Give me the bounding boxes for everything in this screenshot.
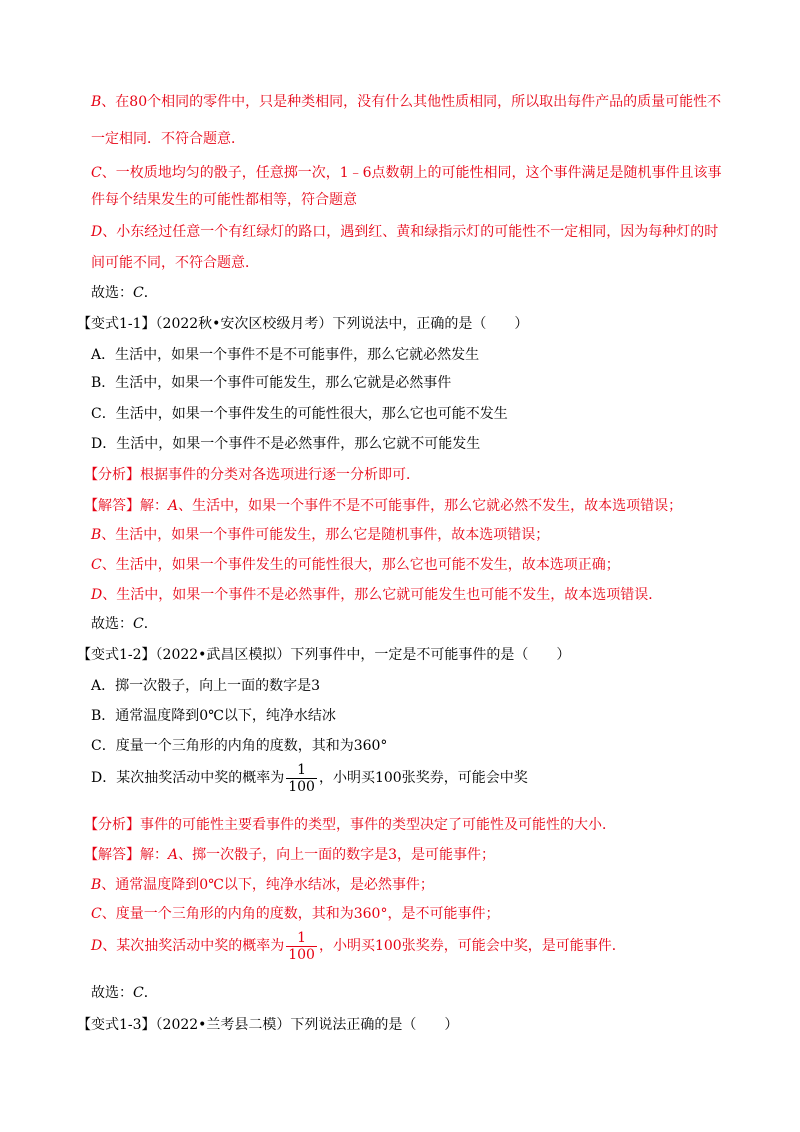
answer-letter: C [133, 285, 144, 301]
option-a: A．生活中，如果一个事件不是不可能事件，那么它就必然发生 [91, 347, 480, 363]
solution-text: 一定相同．不符合题意． [91, 131, 245, 147]
solution-line-d [91, 222, 718, 242]
option-b: B．通常温度降到0℃以下，纯净水结冰 [91, 708, 336, 724]
fraction-numerator: 1 [297, 761, 307, 778]
solution-text: 、掷一次骰子，向上一面的数字是3，是可能事件； [178, 847, 496, 863]
answer-suffix: ． [143, 616, 158, 632]
option-letter: B [91, 527, 102, 543]
solution-line-c [91, 163, 722, 183]
option-letter: A [168, 498, 179, 514]
solution-line-c [91, 555, 620, 575]
solution-prefix: 【解答】解： [84, 847, 168, 863]
analysis-line: 【分析】根据事件的分类对各选项进行逐一分析即可． [84, 467, 420, 483]
option-letter: C [91, 165, 102, 181]
fraction [286, 930, 317, 963]
answer-suffix: ． [143, 285, 158, 301]
option-d-text: ，小明买100张奖券，可能会中奖 [318, 770, 528, 786]
option-letter: B [91, 877, 102, 893]
analysis-line: 【分析】事件的可能性主要看事件的类型，事件的类型决定了可能性及可能性的大小． [84, 817, 616, 833]
solution-text: 、小东经过任意一个有红绿灯的路口，遇到红、黄和绿指示灯的可能性不一定相同，因为每种灯的时 [102, 224, 719, 240]
option-letter: A [168, 847, 179, 863]
solution-text: 、通常温度降到0℃以下，纯净水结冰，是必然事件； [101, 877, 434, 893]
solution-line-a [84, 845, 495, 865]
solution-text: 、生活中，如果一个事件不是必然事件，那么它就可能发生也可能不发生，故本选项错误． [102, 587, 663, 603]
solution-text: 、在80个相同的零件中，只是种类相同，没有什么其他性质相同，所以取出每件产品的质量可能性不 [101, 94, 722, 110]
question-title-1-1: 【变式1-1】（2022秋•安次区校级月考）下列说法中，正确的是（ ） [77, 316, 529, 332]
solution-text: 、生活中，如果一个事件不是不可能事件，那么它就必然不发生，故本选项错误； [178, 498, 683, 514]
option-letter: C [91, 557, 102, 573]
answer-line [91, 283, 158, 303]
answer-letter: C [133, 616, 144, 632]
option-letter: D [91, 224, 103, 240]
answer-prefix: 故选： [91, 985, 133, 1001]
solution-line-b [91, 92, 721, 112]
solution-text: 件每个结果发生的可能性都相等，符合题意 [91, 192, 357, 208]
solution-text: 、度量一个三角形的内角的度数，其和为360°，是不可能事件； [101, 906, 500, 922]
fraction-numerator: 1 [297, 929, 307, 946]
option-letter: C [91, 906, 102, 922]
answer-letter: C [133, 985, 144, 1001]
solution-line-c-cont [91, 190, 357, 210]
solution-line-b [91, 525, 549, 545]
option-letter: B [91, 94, 102, 110]
question-title-1-3: 【变式1-3】（2022•兰考县二模）下列说法正确的是（ ） [77, 1017, 459, 1033]
option-d: D．生活中，如果一个事件不是必然事件，那么它就不可能发生 [91, 436, 481, 452]
answer-prefix: 故选： [91, 285, 133, 301]
solution-line-c [91, 904, 499, 924]
option-a: A．掷一次骰子，向上一面的数字是3 [91, 678, 321, 694]
solution-line-d [91, 585, 662, 605]
solution-line-b-cont [91, 129, 245, 149]
option-letter: D [91, 587, 103, 603]
option-c: C．生活中，如果一个事件发生的可能性很大，那么它也可能不发生 [91, 406, 508, 422]
solution-text: 、生活中，如果一个事件可能发生，那么它是随机事件，故本选项错误； [101, 527, 550, 543]
solution-line-d-cont [91, 253, 259, 273]
option-d-text: D．某次抽奖活动中奖的概率为 [91, 770, 285, 786]
option-letter: D [91, 938, 103, 954]
answer-suffix: ． [143, 985, 158, 1001]
option-d [91, 760, 528, 796]
option-c: C．度量一个三角形的内角的度数，其和为360° [91, 738, 388, 754]
solution-line-d [91, 928, 626, 964]
fraction-denominator: 100 [288, 946, 315, 963]
option-b: B．生活中，如果一个事件可能发生，那么它就是必然事件 [91, 375, 452, 391]
solution-text: ，小明买100张奖券，可能会中奖，是可能事件． [318, 938, 626, 954]
fraction [286, 762, 317, 795]
solution-line-a [84, 496, 682, 516]
answer-line [91, 983, 158, 1003]
solution-line-b [91, 875, 434, 895]
question-title-1-2: 【变式1-2】（2022•武昌区模拟）下列事件中，一定是不可能事件的是（ ） [77, 647, 571, 663]
fraction-denominator: 100 [288, 778, 315, 795]
solution-prefix: 【解答】解： [84, 498, 168, 514]
solution-text: 、一枚质地均匀的骰子，任意掷一次，1﹣6点数朝上的可能性相同，这个事件满足是随机事件且该事 [101, 165, 722, 181]
answer-prefix: 故选： [91, 616, 133, 632]
answer-line [91, 614, 158, 634]
solution-text: 间可能不同，不符合题意． [91, 255, 259, 271]
solution-text: 、生活中，如果一个事件发生的可能性很大，那么它也可能不发生，故本选项正确； [101, 557, 620, 573]
solution-text: 、某次抽奖活动中奖的概率为 [102, 938, 285, 954]
